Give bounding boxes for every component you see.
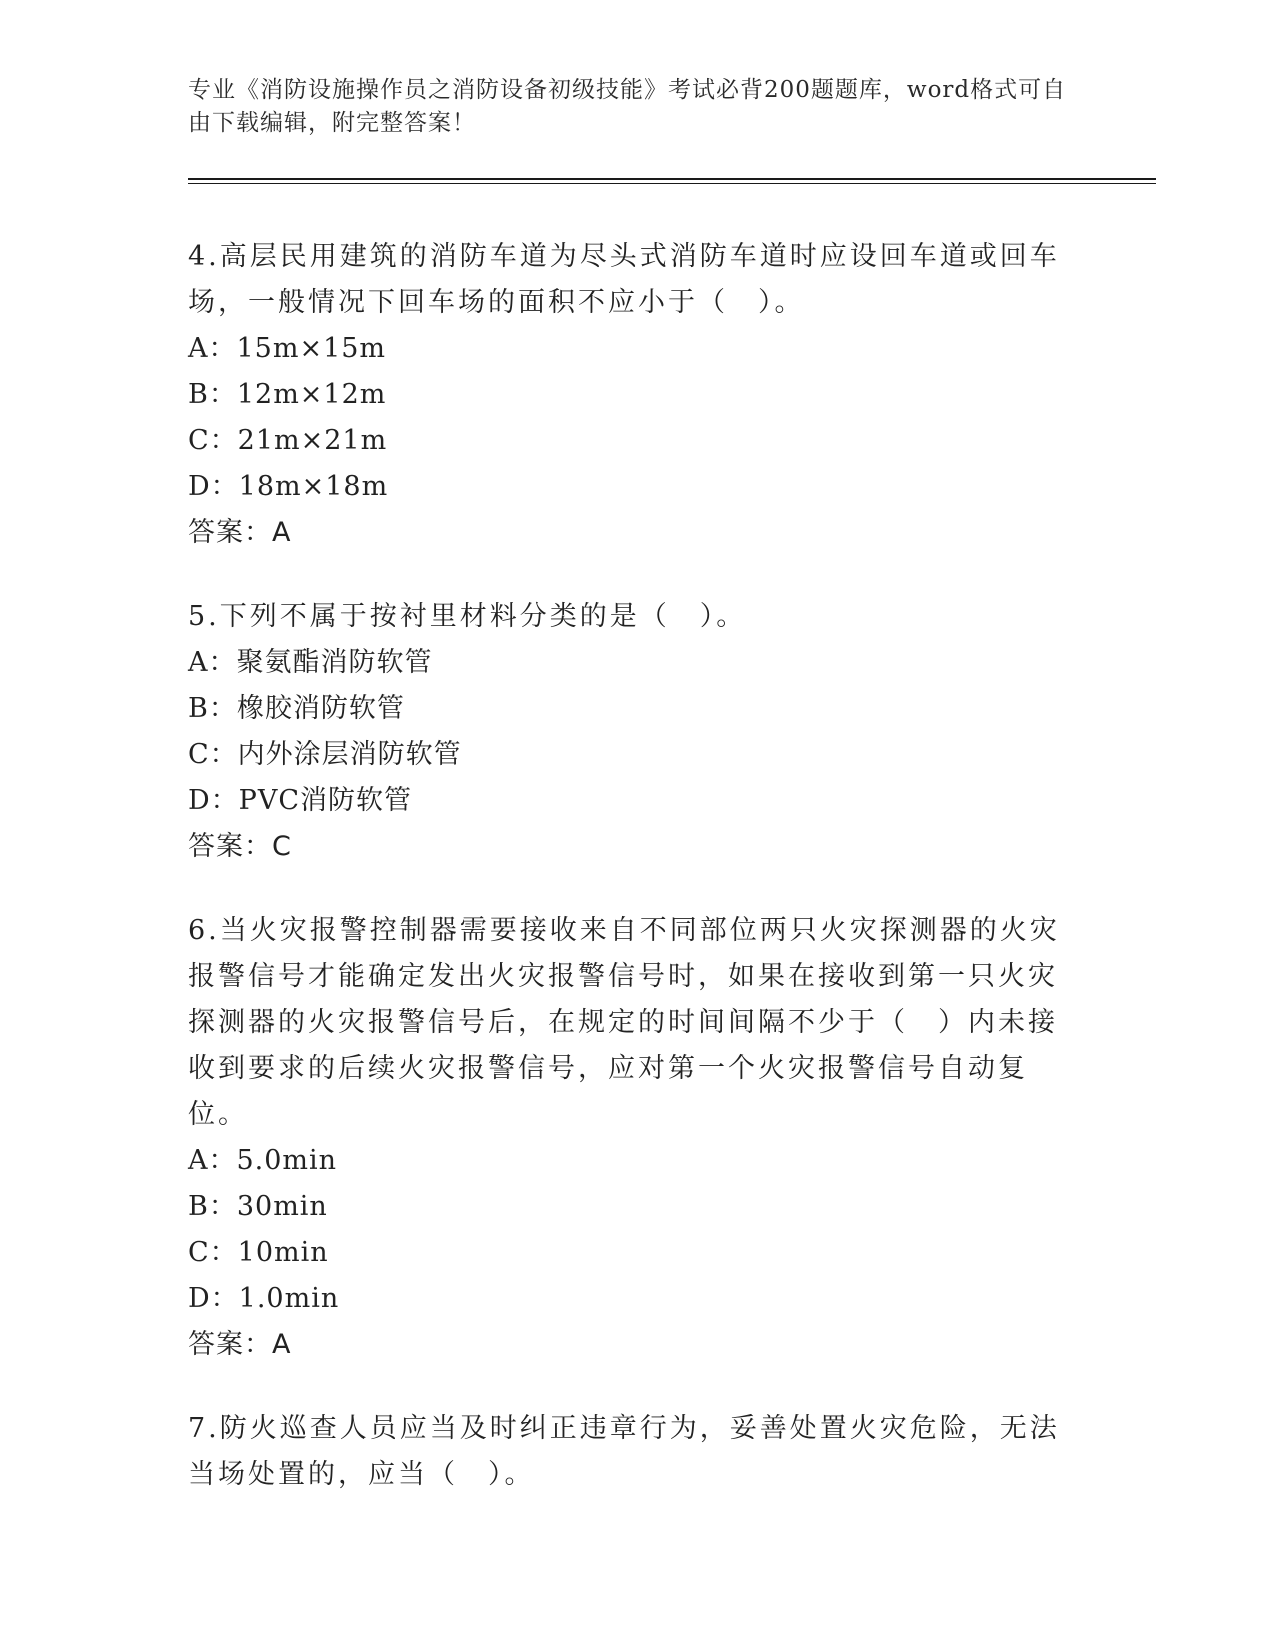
question-list <box>188 234 1068 1536</box>
option-d: D：PVC消防软管 <box>188 785 412 816</box>
option-a: A：聚氨酯消防软管 <box>188 647 433 678</box>
question-6 <box>188 908 1068 1368</box>
option-b: B：12m×12m <box>188 379 387 410</box>
question-text: 5.下列不属于按衬里材料分类的是（ ）。 <box>188 601 747 632</box>
option-c: C：21m×21m <box>188 425 388 456</box>
question-text: 6.当火灾报警控制器需要接收来自不同部位两只火灾探测器的火灾报警信号才能确定发出火灾报警信号时，如果在接收到第一只火灾探测器的火灾报警信号后，在规定的时间间隔不少于（ ）内未接收到要求的后续火灾报警信号，应对第一个火灾报警信号自动复位。 <box>188 915 1060 1130</box>
option-d: D：1.0min <box>188 1283 340 1314</box>
question-7 <box>188 1406 1068 1498</box>
question-text: 4.高层民用建筑的消防车道为尽头式消防车道时应设回车道或回车场，一般情况下回车场的面积不应小于（ ）。 <box>188 241 1060 318</box>
option-a: A：15m×15m <box>188 333 387 364</box>
option-c: C：内外涂层消防软管 <box>188 739 462 770</box>
option-b: B：30min <box>188 1191 328 1222</box>
answer: 答案：C <box>188 831 292 862</box>
option-b: B：橡胶消防软管 <box>188 693 405 724</box>
option-c: C：10min <box>188 1237 329 1268</box>
answer: 答案：A <box>188 1329 292 1360</box>
question-4 <box>188 234 1068 556</box>
document-header: 专业《消防设施操作员之消防设备初级技能》考试必背200题题库，word格式可自由下载编辑，附完整答案！ <box>188 77 1067 136</box>
question-5 <box>188 594 1068 870</box>
answer: 答案：A <box>188 517 292 548</box>
question-text: 7.防火巡查人员应当及时纠正违章行为，妥善处置火灾危险，无法当场处置的，应当（ ）。 <box>188 1413 1060 1490</box>
header-divider-thin <box>188 183 1156 184</box>
option-a: A：5.0min <box>188 1145 338 1176</box>
header-divider-thick <box>188 178 1156 180</box>
option-d: D：18m×18m <box>188 471 389 502</box>
